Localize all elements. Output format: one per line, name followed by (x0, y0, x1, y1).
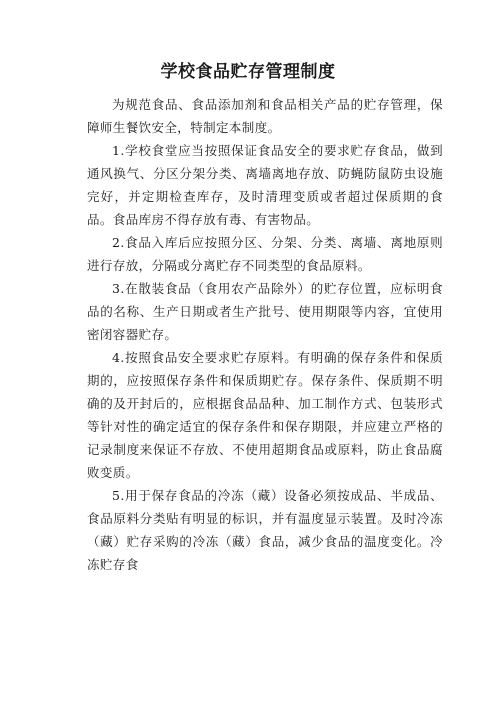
paragraph-item-5: 5.用于保存食品的冷冻（藏）设备必须按成品、半成品、食品原料分类贴有明显的标识，并有温度显示装置。及时冷冻（藏）贮存采购的冷冻（藏）食品，减少食品的温度变化。冷冻贮存食 (87, 488, 443, 572)
paragraph-item-3: 3.在散装食品（食用农产品除外）的贮存位置，应标明食品的名称、生产日期或者生产批号、使用期限等内容，宜使用密闭容器贮存。 (87, 281, 443, 342)
paragraph-item-2: 2.食品入库后应按照分区、分架、分类、离墙、离地原则进行存放，分隔或分离贮存不同类型的食品原料。 (87, 235, 443, 273)
document-body (87, 93, 443, 576)
paragraph-item-1: 1.学校食堂应当按照保证食品安全的要求贮存食品，做到通风换气、分区分架分类、离墙离地存放、防蝇防鼠防虫设施完好，并定期检查库存，及时清理变质或者超过保质期的食品。食品库房不得存放有毒、有害物品。 (87, 143, 443, 227)
paragraph-intro: 为规范食品、食品添加剂和食品相关产品的贮存管理，保障师生餐饮安全，特制定本制度。 (87, 97, 443, 135)
paragraph-item-4: 4.按照食品安全要求贮存原料。有明确的保存条件和保质期的，应按照保存条件和保质期贮存。保存条件、保质期不明确的及开封后的，应根据食品品种、加工制作方式、包装形式等针对性的确定适宜的保存条件和保存期限，并应建立严格的记录制度来保证不存放、不使用超期食品或原料，防止食品腐败变质。 (87, 350, 443, 480)
document-title: 学校食品贮存管理制度 (160, 62, 336, 82)
